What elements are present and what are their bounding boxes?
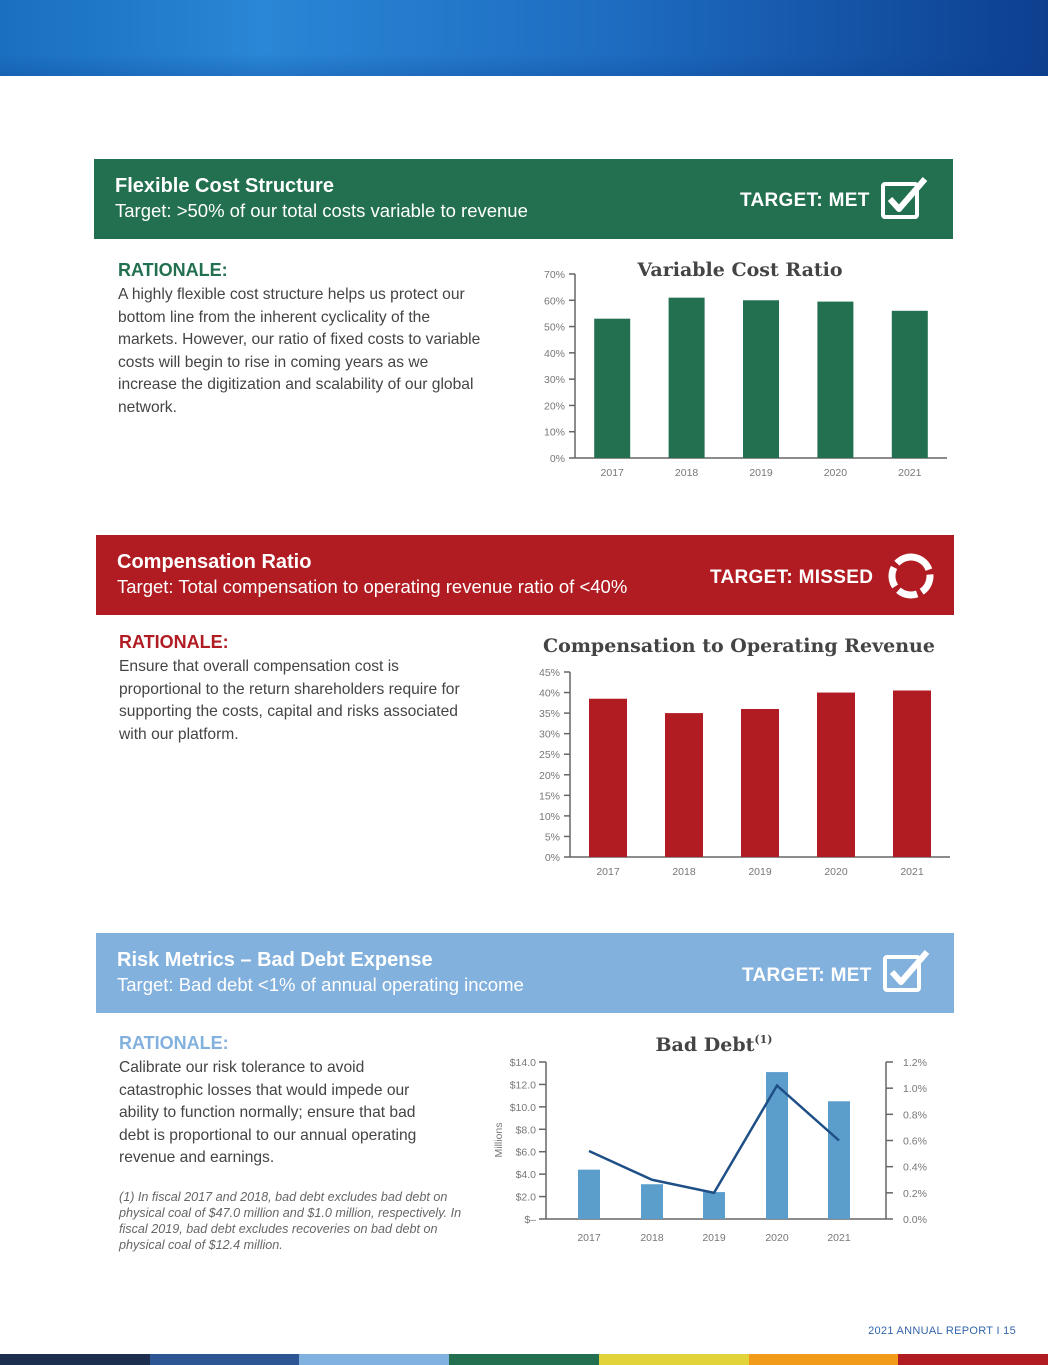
compensation-ratio-chart bbox=[530, 630, 950, 880]
dashed-circle-icon bbox=[886, 551, 936, 606]
rationale-text: Ensure that overall compensation cost is proportional to the return shareholders require for supporting the costs, capital and risks associated with our platform. bbox=[119, 658, 460, 743]
rationale-text: Calibrate our risk tolerance to avoid catastrophic losses that would impede our ability to function normally; ensure that bad debt is proportional to our annual operating revenue and earnings. bbox=[119, 1059, 417, 1166]
footer-stripe bbox=[0, 1354, 150, 1365]
y-right-tick-label: 0.8% bbox=[903, 1109, 927, 1122]
y-tick-label: 45% bbox=[538, 667, 560, 679]
x-tick-label: 2017 bbox=[577, 1232, 601, 1244]
section-banner-bad-debt bbox=[96, 933, 954, 1013]
y-tick-label: 10% bbox=[543, 426, 565, 439]
series-line bbox=[589, 1086, 839, 1193]
y-right-tick-label: 1.2% bbox=[903, 1057, 927, 1069]
y-tick-label: 40% bbox=[543, 347, 565, 360]
y-tick-label: 50% bbox=[543, 321, 565, 334]
x-tick-label: 2017 bbox=[596, 866, 620, 878]
bar bbox=[665, 713, 703, 857]
bar bbox=[817, 693, 855, 857]
y-tick-label: 20% bbox=[543, 400, 565, 413]
footer-stripe bbox=[449, 1354, 599, 1365]
y-left-tick-label: $10.0 bbox=[509, 1101, 536, 1114]
footnote: (1) In fiscal 2017 and 2018, bad debt excludes bad debt on physical coal of $47.0 million and $1.0 million, respectively. In fiscal 2019, bad debt excludes recoveries on bad debt on physical coal of $12.4 million. bbox=[119, 1190, 462, 1252]
x-tick-label: 2020 bbox=[824, 866, 848, 878]
y-tick-label: 30% bbox=[538, 728, 560, 741]
y-tick-label: 35% bbox=[538, 708, 560, 721]
y-right-tick-label: 0.4% bbox=[903, 1161, 927, 1174]
y-right-tick-label: 0.0% bbox=[903, 1214, 927, 1226]
section-target: Target: Total compensation to operating revenue ratio of <40% bbox=[117, 576, 628, 597]
checkbox-check-icon bbox=[881, 948, 933, 1001]
y-tick-label: 0% bbox=[544, 852, 560, 864]
bar bbox=[743, 300, 779, 458]
y-tick-label: 25% bbox=[538, 749, 560, 762]
footer-stripe bbox=[150, 1354, 300, 1365]
chart-title: Variable Cost Ratio bbox=[637, 259, 843, 281]
target-status: TARGET: MET bbox=[740, 190, 870, 211]
footer-color-stripes bbox=[0, 1354, 1048, 1365]
section-target: Target: Bad debt <1% of annual operating income bbox=[117, 974, 524, 995]
bar bbox=[817, 302, 853, 458]
y-left-tick-label: $6.0 bbox=[515, 1146, 536, 1159]
y-right-tick-label: 0.2% bbox=[903, 1187, 927, 1200]
x-tick-label: 2017 bbox=[600, 467, 624, 479]
y-left-tick-label: $12.0 bbox=[509, 1079, 536, 1092]
footer-stripe bbox=[599, 1354, 749, 1365]
x-tick-label: 2019 bbox=[702, 1232, 726, 1244]
y-tick-label: 0% bbox=[549, 453, 565, 465]
x-tick-label: 2020 bbox=[823, 467, 848, 479]
section-title: Flexible Cost Structure bbox=[115, 175, 334, 197]
x-tick-label: 2021 bbox=[900, 866, 924, 878]
checkbox-check-icon bbox=[879, 175, 931, 228]
x-tick-label: 2019 bbox=[749, 467, 773, 479]
section-title: Risk Metrics – Bad Debt Expense bbox=[117, 949, 433, 971]
rationale-heading: RATIONALE: bbox=[118, 260, 228, 280]
bad-debt-chart bbox=[488, 1030, 958, 1270]
page-footer-label: 2021 ANNUAL REPORT I 15 bbox=[868, 1325, 1016, 1337]
title-superscript: (1) bbox=[754, 1033, 773, 1046]
x-tick-label: 2018 bbox=[674, 467, 699, 479]
y-tick-label: 70% bbox=[543, 269, 565, 281]
y-right-tick-label: 1.0% bbox=[903, 1083, 927, 1096]
chart-title: Bad Debt$^{(1)}$ bbox=[655, 1033, 773, 1056]
y-tick-label: 5% bbox=[544, 831, 560, 844]
y-left-tick-label: $2.0 bbox=[515, 1191, 536, 1204]
bar bbox=[892, 311, 928, 458]
bar bbox=[669, 298, 705, 458]
x-tick-label: 2018 bbox=[640, 1232, 664, 1244]
section-banner-compensation bbox=[96, 535, 954, 615]
x-tick-label: 2020 bbox=[765, 1232, 789, 1244]
bar bbox=[594, 319, 630, 458]
bar bbox=[893, 691, 931, 858]
footer-stripe bbox=[898, 1354, 1048, 1365]
x-tick-label: 2021 bbox=[898, 467, 922, 479]
footer-stripe bbox=[299, 1354, 449, 1365]
section-target: Target: >50% of our total costs variable to revenue bbox=[115, 200, 528, 221]
y-tick-label: 40% bbox=[538, 687, 560, 700]
x-tick-label: 2018 bbox=[672, 866, 696, 878]
bar bbox=[766, 1072, 788, 1219]
x-tick-label: 2019 bbox=[748, 866, 772, 878]
bar bbox=[589, 699, 627, 857]
footer-stripe bbox=[749, 1354, 899, 1365]
y-right-tick-label: 0.6% bbox=[903, 1135, 927, 1148]
rationale-heading: RATIONALE: bbox=[119, 632, 229, 652]
chart-title: Compensation to Operating Revenue bbox=[543, 635, 935, 657]
y-left-tick-label: $8.0 bbox=[515, 1124, 536, 1137]
y-left-tick-label: $4.0 bbox=[515, 1169, 536, 1182]
target-status: TARGET: MISSED bbox=[710, 567, 874, 588]
bar bbox=[641, 1184, 663, 1219]
target-status: TARGET: MET bbox=[742, 965, 872, 986]
rationale-heading: RATIONALE: bbox=[119, 1033, 229, 1053]
header-gradient-bar bbox=[0, 0, 1048, 76]
x-tick-label: 2021 bbox=[827, 1232, 851, 1244]
y-tick-label: 30% bbox=[543, 374, 565, 387]
bar bbox=[578, 1170, 600, 1219]
y-tick-label: 10% bbox=[538, 810, 560, 823]
y-tick-label: 60% bbox=[543, 295, 565, 308]
y-tick-label: 20% bbox=[538, 769, 560, 782]
bar bbox=[703, 1192, 725, 1219]
bar bbox=[828, 1101, 850, 1219]
y-tick-label: 15% bbox=[538, 790, 560, 803]
section-title: Compensation Ratio bbox=[117, 551, 312, 573]
variable-cost-ratio-chart bbox=[535, 255, 955, 487]
y-left-tick-label: $– bbox=[524, 1214, 536, 1226]
section-banner-flexible-cost bbox=[94, 159, 953, 239]
y-left-tick-label: $14.0 bbox=[509, 1057, 536, 1069]
bar bbox=[741, 709, 779, 857]
rationale-text: A highly flexible cost structure helps us protect our bottom line from the inherent cyclicality of the markets. However, our ratio of fixed costs to variable costs will begin to rise in coming years as we increase the digitization and scalability of our global network. bbox=[118, 286, 481, 416]
y-axis-title: Millions bbox=[493, 1122, 505, 1158]
